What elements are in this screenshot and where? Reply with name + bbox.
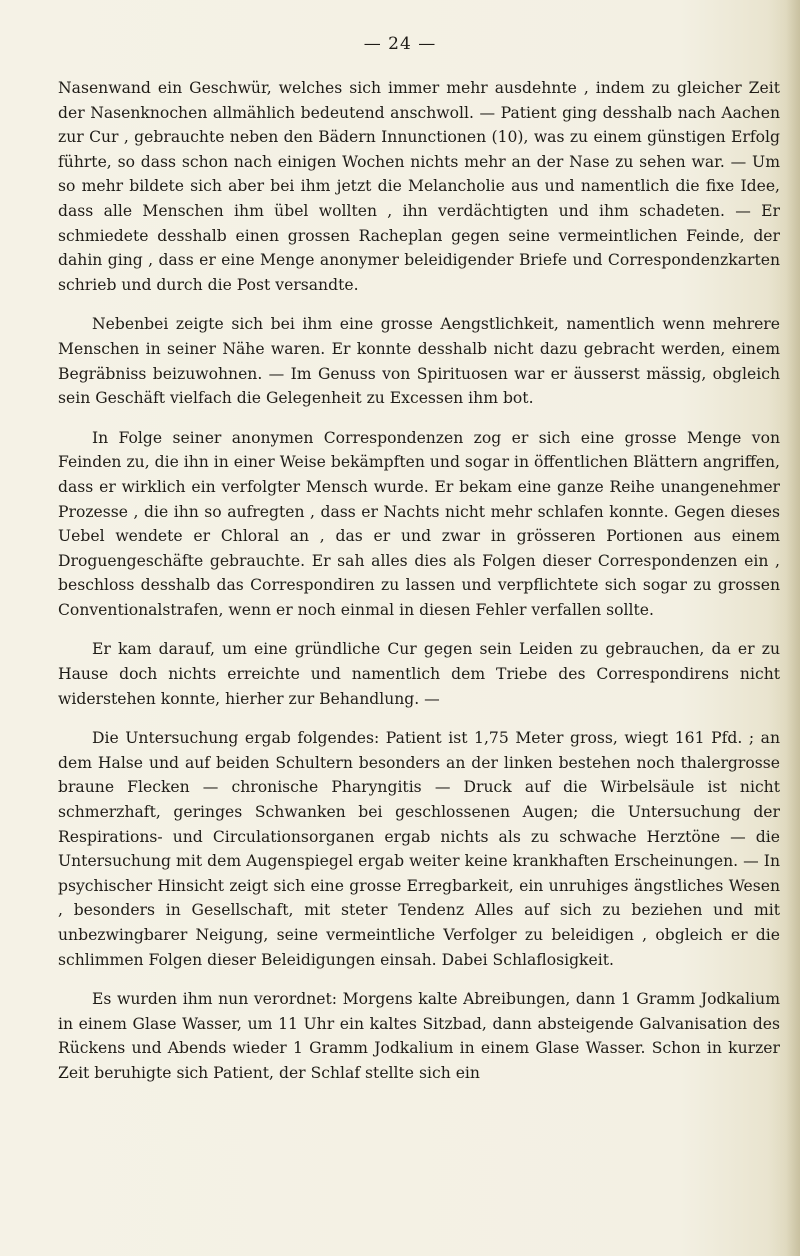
paragraph-1: Nasenwand ein Geschwür, welches sich immer mehr ausdehnte , indem zu gleicher Zeit der Nasenknochen allmählich bedeutend anschwoll. — Patient ging desshalb nach Aachen zur Cur , gebrauchte neben den Bädern Innunctionen (10), was zu einem günstigen Erfolg führte, so dass schon nach einigen Wochen nichts mehr an der Nase zu sehen war. — Um so mehr bildete sich aber bei ihm jetzt die Melancholie aus und namentlich die fixe Idee, dass alle Menschen ihm übel wollten , ihn verdächtigten und ihm schadeten. — Er schmiedete desshalb einen grossen Racheplan gegen seine vermeintlichen Feinde, der dahin ging , dass er eine Menge anonymer beleidigender Briefe und Correspondenzkarten schrieb und durch die Post versandte. bbox=[58, 79, 780, 294]
paragraph-4: Er kam darauf, um eine gründliche Cur gegen sein Leiden zu gebrauchen, da er zu Hause doch nichts erreichte und namentlich dem Triebe des Correspondirens nicht widerstehen konnte, hierher zur Behandlung. — bbox=[58, 640, 780, 708]
page-edge-shadow bbox=[786, 0, 800, 1256]
body-text bbox=[58, 76, 780, 1101]
page-number: — 24 — bbox=[363, 34, 437, 54]
paragraph-3: In Folge seiner anonymen Correspondenzen zog er sich eine grosse Menge von Feinden zu, die ihn in einer Weise bekämpften und sogar in öffentlichen Blättern angriffen, dass er wirklich ein verfolgter Mensch wurde. Er bekam eine ganze Reihe unangenehmer Prozesse , die ihn so aufregten , dass er Nachts nicht mehr schlafen konnte. Gegen dieses Uebel wendete er Chloral an , das er und zwar in grösseren Portionen aus einem Droguengeschäfte gebrauchte. Er sah alles dies als Folgen dieser Correspondenzen ein , beschloss desshalb das Correspondiren zu lassen und verpflichtete sich sogar zu grossen Conventionalstrafen, wenn er noch einmal in diesen Fehler verfallen sollte. bbox=[58, 428, 780, 619]
paragraph-5: Die Untersuchung ergab folgendes: Patient ist 1,75 Meter gross, wiegt 161 Pfd. ; an dem Halse und auf beiden Schultern besonders an der linken bestehen noch thalergrosse braune Flecken — chronische Pharyngitis — Druck auf die Wirbelsäule ist nicht schmerzhaft, geringes Schwanken bei geschlossenen Augen; die Untersuchung der Respirations- und Circulationsorganen ergab nichts als zu schwache Herztöne — die Untersuchung mit dem Augenspiegel ergab weiter keine krankhaften Erscheinungen. — In psychischer Hinsicht zeigt sich eine grosse Erregbarkeit, ein unruhiges ängstliches Wesen , besonders in Gesellschaft, mit steter Tendenz Alles auf sich zu beziehen und mit unbezwingbarer Neigung, seine vermeintliche Verfolger zu beleidigen , obgleich er die schlimmen Folgen dieser Beleidigungen einsah. Dabei Schlaflosigkeit. bbox=[58, 729, 780, 969]
paragraph-6: Es wurden ihm nun verordnet: Morgens kalte Abreibungen, dann 1 Gramm Jodkalium in einem Glase Wasser, um 11 Uhr ein kaltes Sitzbad, dann absteigende Galvanisation des Rückens und Abends wieder 1 Gramm Jodkalium in einem Glase Wasser. Schon in kurzer Zeit beruhigte sich Patient, der Schlaf stellte sich ein bbox=[58, 990, 780, 1082]
paragraph-2: Nebenbei zeigte sich bei ihm eine grosse Aengstlichkeit, namentlich wenn mehrere Menschen in seiner Nähe waren. Er konnte desshalb nicht dazu gebracht werden, einem Begräbniss beizuwohnen. — Im Genuss von Spirituosen war er äusserst mässig, obgleich sein Geschäft vielfach die Gelegenheit zu Excessen ihm bot. bbox=[58, 315, 780, 408]
